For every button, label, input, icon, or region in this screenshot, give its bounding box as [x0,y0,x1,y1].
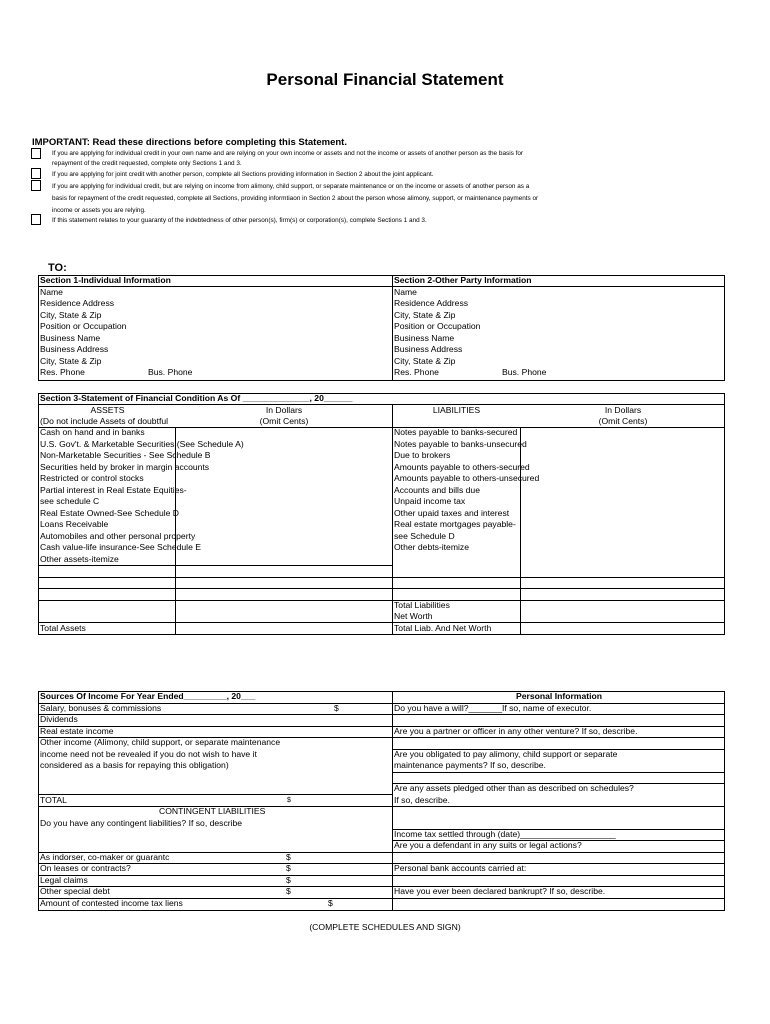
divider [392,898,725,899]
s1-city-field[interactable]: City, State & Zip [40,310,102,320]
direction-line: If you are applying for individual credit, but are relying on income from alimony, child support, or separate maintenance or on the income or assets of another person as a [52,183,530,190]
sections-1-2-box [38,275,725,381]
direction-line: repayment of the credit requested, complete only Sections 1 and 3. [52,160,242,167]
dollar-sign: $ [286,886,291,896]
liability-row: Notes payable to banks-secured [394,427,518,437]
net-worth-label: Net Worth [394,611,433,621]
divider [392,875,725,876]
contingent-header: CONTINGENT LIABILITIES [159,806,266,816]
will-question[interactable]: Do you have a will?_______If so, name of executor. [394,703,592,713]
page-title: Personal Financial Statement [266,70,504,89]
s1-business-address-field[interactable]: Business Address [40,344,109,354]
s1-res-phone-field[interactable]: Res. Phone [40,367,85,377]
divider [392,737,725,738]
divider [520,427,521,635]
contingent-question: Do you have any contingent liabilities? If so, describe [40,818,243,828]
pledged-question-cont: If so, describe. [394,795,450,805]
s1-business-name-field[interactable]: Business Name [40,333,101,343]
liability-row: Amounts payable to others-unsecured [394,473,540,483]
liability-row: Unpaid income tax [394,496,466,506]
divider [38,588,725,589]
footer-note: (COMPLETE SCHEDULES AND SIGN) [309,922,461,932]
income-personal-box [38,691,725,911]
liability-row: Amounts payable to others-secured [394,462,530,472]
checkbox-relying-on-other-income[interactable] [31,180,41,191]
other-income-note: considered as a basis for repaying this obligation) [40,760,229,770]
section1-header: Section 1-Individual Information [40,275,171,285]
bankrupt-question[interactable]: Have you ever been declared bankrupt? If so, describe. [394,886,606,896]
direction-line: If you are applying for individual credit in your own name and are relying on your own income or assets and not the income or assets of another person as the basis for [52,150,524,157]
liability-row: Due to brokers [394,450,451,460]
dollar-sign: $ [287,797,291,804]
alimony-question-cont: maintenance payments? If so, describe. [394,760,546,770]
s1-name-field[interactable]: Name [40,287,63,297]
asset-row: Securities held by broker in margin accounts [40,462,210,472]
liability-row: Notes payable to banks-unsecured [394,439,527,449]
tax-settled-field[interactable]: Income tax settled through (date)____________________ [394,829,616,839]
divider [38,794,392,795]
dollar-sign: $ [286,863,291,873]
liability-row: see Schedule D [394,531,455,541]
s2-name-field[interactable]: Name [394,287,417,297]
total-liabilities-label: Total Liabilities [394,600,450,610]
direction-line: basis for repayment of the credit requested, complete all Sections, providing informtiaon in Section 2 about the person whose alimony, support, or maintenance payments or [52,195,539,202]
income-header: Sources Of Income For Year Ended_________, 20___ [40,691,256,701]
contingent-item[interactable]: On leases or contracts? [40,863,131,873]
assets-in-dollars: In Dollars [265,405,303,415]
liabilities-in-dollars: In Dollars [604,405,642,415]
liability-row: Real estate mortgages payable- [394,519,516,529]
divider [38,714,392,715]
contingent-item[interactable]: Other special debt [40,886,110,896]
total-assets-label: Total Assets [40,623,86,633]
total-income-field[interactable]: TOTAL [40,795,67,805]
divider [38,875,392,876]
checkbox-joint-credit[interactable] [31,168,41,179]
dollar-sign: $ [328,898,333,908]
divider [38,577,725,578]
direction-line: If this statement relates to your guaranty of the indebtedness of other person(s), firm(s) or corporation(s), complete Sections 1 and 3. [52,217,427,224]
divider [392,691,393,911]
divider [38,565,392,566]
divider [392,275,393,381]
divider [38,286,725,287]
divider [38,622,725,623]
asset-row: Cash value-life insurance-See Schedule E [40,542,201,552]
to-label: TO: [48,262,67,274]
partner-question[interactable]: Are you a partner or officer in any other venture? If so, describe. [394,726,638,736]
liabilities-omit-cents: (Omit Cents) [598,416,648,426]
divider [392,714,725,715]
other-income-note: income need not be revealed if you do not wish to have it [40,749,257,759]
dollar-sign: $ [286,852,291,862]
divider [392,852,725,853]
asset-row: Automobiles and other personal property [40,531,196,541]
liability-row: Other upaid taxes and interest [394,508,510,518]
asset-row: Real Estate Owned-See Schedule D [40,508,180,518]
dividends-field[interactable]: Dividends [40,714,78,724]
bank-accounts-field[interactable]: Personal bank accounts carried at: [394,863,527,873]
contingent-item[interactable]: Legal claims [40,875,88,885]
divider [392,806,725,807]
pledged-question[interactable]: Are any assets pledged other than as described on schedules? [394,783,634,793]
s1-bus-phone-field[interactable]: Bus. Phone [148,367,193,377]
assets-note: (Do not include Assets of doubtful [40,416,169,426]
asset-row: Restricted or control stocks [40,473,144,483]
asset-row: Cash on hand and in banks [40,427,145,437]
s2-residence-field[interactable]: Residence Address [394,298,469,308]
asset-row: Other assets-itemize [40,554,119,564]
defendant-question[interactable]: Are you a defendant in any suits or legal actions? [394,840,582,850]
s1-residence-field[interactable]: Residence Address [40,298,115,308]
s1-occupation-field[interactable]: Position or Occupation [40,321,127,331]
asset-row: see schedule C [40,496,100,506]
s2-business-name-field[interactable]: Business Name [394,333,455,343]
s2-occupation-field[interactable]: Position or Occupation [394,321,481,331]
important-notice: IMPORTANT: Read these directions before completing this Statement. [32,137,347,148]
liabilities-label: LIABILITIES [432,405,481,415]
s2-bus-phone-field[interactable]: Bus. Phone [502,367,547,377]
total-liab-net-worth-label: Total Liab. And Net Worth [394,623,492,633]
dollar-sign: $ [334,703,339,713]
s2-business-city-field[interactable]: City, State & Zip [394,356,456,366]
dollar-sign: $ [286,875,291,885]
divider [392,772,725,773]
direction-line: If you are applying for joint credit with another person, complete all Sections providing information in Section 2 about the joint applicant. [52,171,434,178]
contingent-item[interactable]: As indorser, co-maker or guarantc [40,852,170,862]
real-estate-income-field[interactable]: Real estate income [40,726,114,736]
s2-business-address-field[interactable]: Business Address [394,344,463,354]
s2-city-field[interactable]: City, State & Zip [394,310,456,320]
asset-row: Partial interest in Real Estate Equities- [40,485,187,495]
alimony-question[interactable]: Are you obligated to pay alimony, child support or separate [394,749,618,759]
liability-row: Other debts-itemize [394,542,469,552]
section2-header: Section 2-Other Party Information [394,275,532,285]
s2-res-phone-field[interactable]: Res. Phone [394,367,439,377]
checkbox-individual-credit[interactable] [31,148,41,159]
checkbox-guaranty[interactable] [31,214,41,225]
liability-row: Accounts and bills due [394,485,480,495]
direction-line: income or assets you are relying. [52,207,146,214]
asset-row: Loans Receivable [40,519,109,529]
assets-label: ASSETS [90,405,125,415]
s1-business-city-field[interactable]: City, State & Zip [40,356,102,366]
other-income-field[interactable]: Other income (Alimony, child support, or separate maintenance [40,737,281,747]
assets-omit-cents: (Omit Cents) [259,416,309,426]
section3-header: Section 3-Statement of Financial Condition As Of ______________, 20______ [40,393,353,403]
asset-row: Non-Marketable Securities - See Schedule B [40,450,211,460]
contingent-item[interactable]: Amount of contested income tax liens [40,898,183,908]
salary-field[interactable]: Salary, bonuses & commissions [40,703,162,713]
asset-row: U.S. Gov't. & Marketable Securities (See Schedule A) [40,439,244,449]
divider [38,600,725,601]
personal-header: Personal Information [516,691,602,701]
